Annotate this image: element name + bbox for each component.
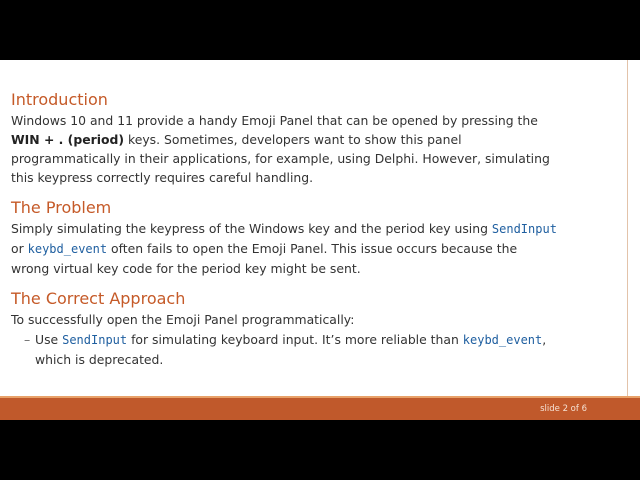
problem-line-2-post: often fails to open the Emoji Panel. This issue occurs because the <box>107 241 518 256</box>
heading-the-problem: The Problem <box>11 198 112 217</box>
bullet-item <box>11 330 603 369</box>
bullet-line-2: which is deprecated. <box>35 352 164 367</box>
intro-line-4-text: this keypress correctly requires careful handling. <box>11 170 314 185</box>
heading-the-correct-approach: The Correct Approach <box>11 289 186 308</box>
intro-line-2-text: keys. Sometimes, developers want to show this panel <box>124 132 462 147</box>
intro-line-4 <box>11 168 603 187</box>
intro-line-1-text: Windows 10 and 11 provide a handy Emoji Panel that can be opened by pressing the <box>11 113 538 128</box>
bullet-mid: for simulating keyboard input. It’s more reliable than <box>127 332 463 347</box>
slide-number: slide 2 of 6 <box>540 404 587 414</box>
approach-intro-text: To successfully open the Emoji Panel programmatically: <box>11 312 355 327</box>
problem-line-1-text: Simply simulating the keypress of the Windows key and the period key using <box>11 221 492 236</box>
bullet-dash: – <box>24 332 31 347</box>
code-sendinput: SendInput <box>491 222 557 236</box>
code-sendinput-bullet: SendInput <box>62 333 128 347</box>
intro-line-2 <box>11 130 603 149</box>
problem-line-1 <box>11 219 603 239</box>
bullet-pre: Use <box>35 332 63 347</box>
code-keybd-event-bullet: keybd_event <box>462 333 543 347</box>
slide-content <box>11 90 603 369</box>
bullet-line-1 <box>35 330 603 350</box>
bullet-post: , <box>542 332 547 347</box>
problem-line-3-text: wrong virtual key code for the period key might be sent. <box>11 261 361 276</box>
intro-line-3 <box>11 149 603 168</box>
heading-introduction: Introduction <box>11 90 108 109</box>
problem-line-3 <box>11 259 603 278</box>
footer-bar <box>0 398 640 420</box>
intro-line-3-text: programmatically in their applications, for example, using Delphi. However, simulating <box>11 151 550 166</box>
problem-line-2-pre: or <box>11 241 28 256</box>
intro-shortcut-bold: WIN + . (period) <box>11 132 125 147</box>
approach-intro <box>11 310 603 329</box>
code-keybd-event: keybd_event <box>27 242 108 256</box>
intro-line-1 <box>11 111 603 130</box>
problem-line-2 <box>11 239 603 259</box>
slide <box>0 60 640 420</box>
slide-right-rule <box>627 60 628 396</box>
